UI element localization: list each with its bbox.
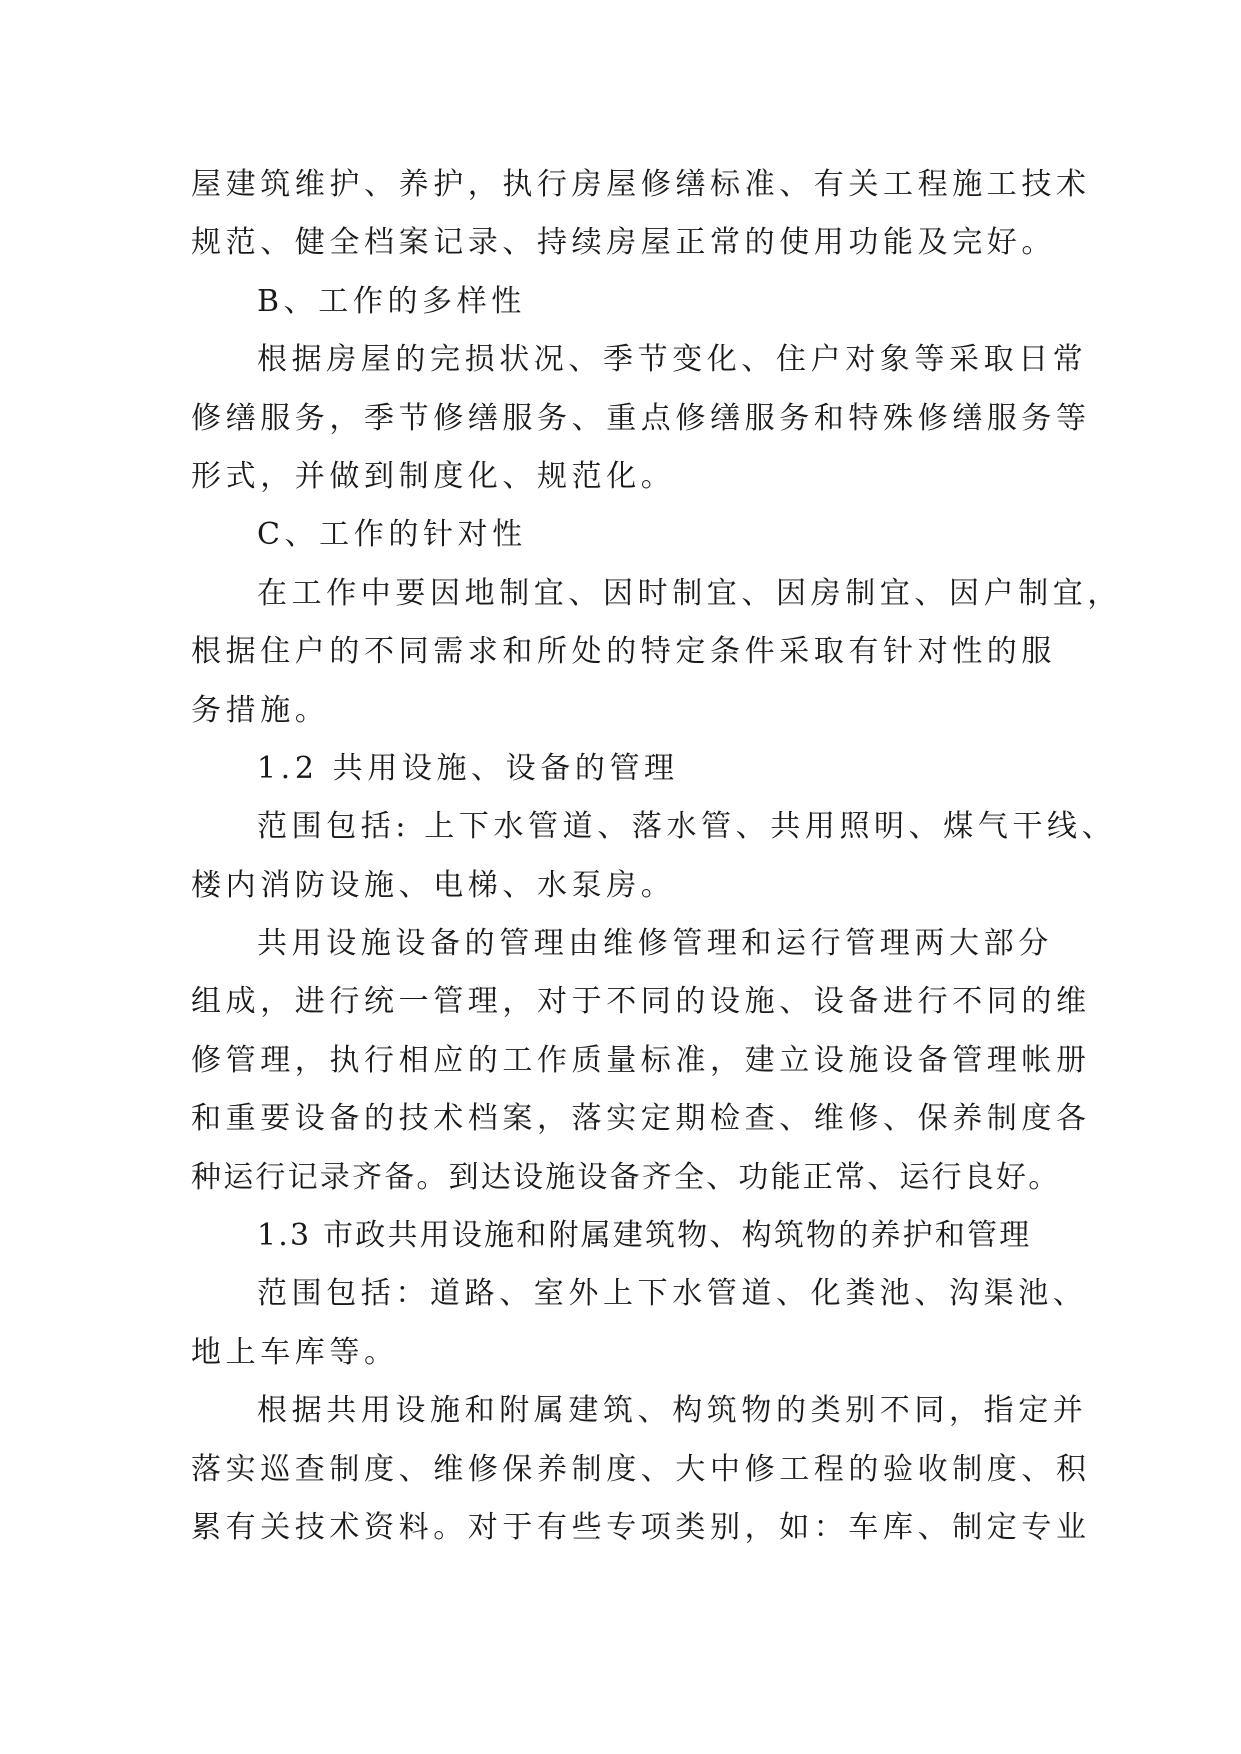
text-line: 累有关技术资料。对于有些专项类别，如：车库、制定专业 (191, 1509, 1091, 1545)
text-line: 修缮服务，季节修缮服务、重点修缮服务和特殊修缮服务等 (191, 400, 1091, 436)
text-line: 楼内消防设施、电梯、水泵房。 (191, 867, 676, 903)
text-line: 修管理，执行相应的工作质量标准，建立设施设备管理帐册 (191, 1042, 1091, 1078)
text-line: 根据共用设施和附属建筑、构筑物的类别不同，指定并 (257, 1393, 1088, 1429)
section-heading-1-3: 1.3 市政共用设施和附属建筑物、构筑物的养护和管理 (257, 1218, 1032, 1254)
text-line: 根据住户的不同需求和所处的特定条件采取有针对性的服 (191, 634, 1056, 670)
text-line: 共用设施设备的管理由维修管理和运行管理两大部分 (257, 926, 1053, 962)
text-line: 地上车库等。 (191, 1334, 399, 1370)
section-heading-b: B、工作的多样性 (257, 283, 526, 319)
text-line: 范围包括：道路、室外上下水管道、化粪池、沟渠池、 (257, 1276, 1088, 1312)
text-line: 种运行记录齐备。到达设施设备齐全、功能正常、运行良好。 (191, 1159, 1061, 1195)
text-line: 形式，并做到制度化、规范化。 (191, 458, 676, 494)
section-heading-c: C、工作的针对性 (257, 517, 527, 553)
text-line: 范围包括: 上下水管道、落水管、共用照明、煤气干线、 (257, 809, 1117, 845)
text-line: 屋建筑维护、养护，执行房屋修缮标准、有关工程施工技术 (191, 167, 1091, 202)
text-line: 组成，进行统一管理，对于不同的设施、设备进行不同的维 (191, 984, 1091, 1020)
section-heading-1-2: 1.2 共用设施、设备的管理 (257, 750, 679, 786)
text-line: 落实巡查制度、维修保养制度、大中修工程的验收制度、积 (191, 1451, 1091, 1487)
text-line: 和重要设备的技术档案，落实定期检查、维修、保养制度各 (191, 1101, 1091, 1137)
document-body (191, 156, 1122, 1557)
text-line: 规范、健全档案记录、持续房屋正常的使用功能及完好。 (191, 225, 1056, 261)
text-line: 在工作中要因地制宜、因时制宜、因房制宜、因户制宜， (257, 575, 1122, 611)
text-line: 务措施。 (191, 692, 330, 728)
text-line: 根据房屋的完损状况、季节变化、住户对象等采取日常 (257, 342, 1088, 378)
